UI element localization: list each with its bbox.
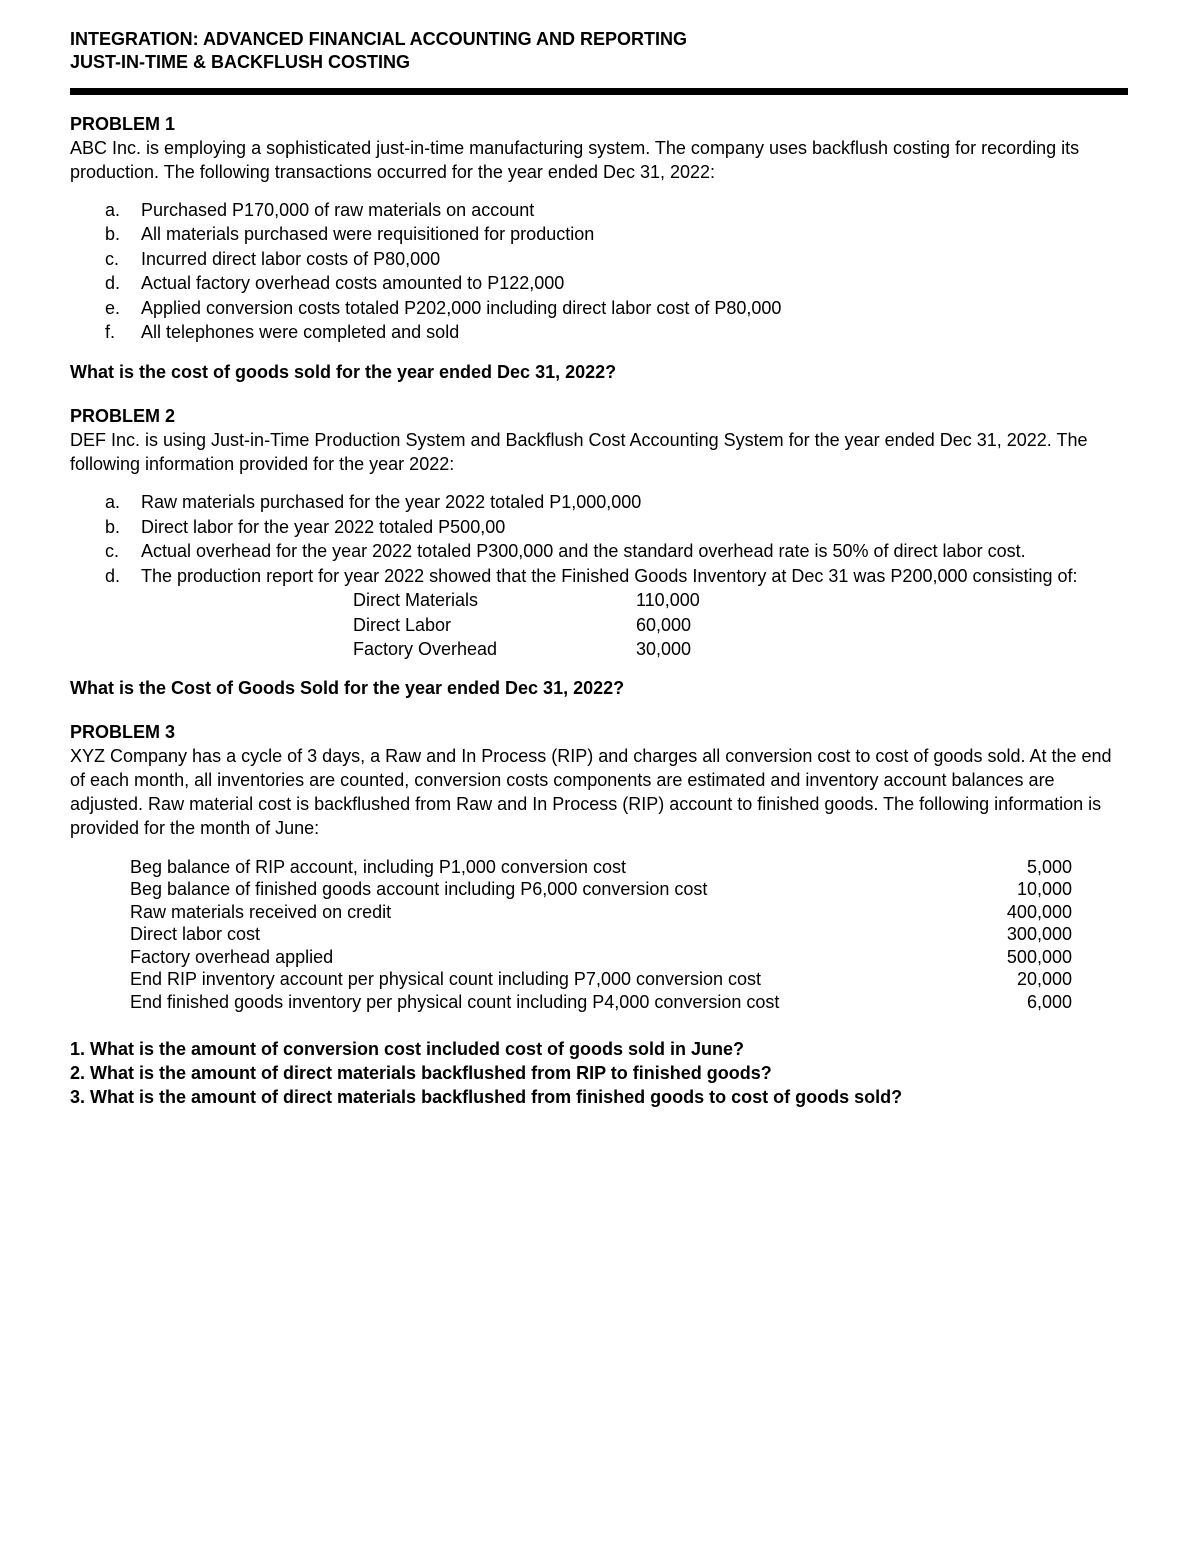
- table-row: Direct labor cost 300,000: [130, 924, 1072, 945]
- table-row: End RIP inventory account per physical count including P7,000 conversion cost 20,000: [130, 969, 1072, 990]
- problem-3-questions: [70, 1037, 1128, 1109]
- problem-1-question: What is the cost of goods sold for the year ended Dec 31, 2022?: [70, 362, 617, 383]
- header-divider: [70, 88, 1128, 95]
- list-item: e. Applied conversion costs totaled P202,000 including direct labor cost of P80,000: [105, 297, 782, 318]
- problem-2-question: What is the Cost of Goods Sold for the year ended Dec 31, 2022?: [70, 677, 625, 698]
- table-row: Direct Labor 60,000: [353, 614, 692, 635]
- list-item: c. Incurred direct labor costs of P80,000: [105, 248, 441, 269]
- question-1: 1. What is the amount of conversion cost included cost of goods sold in June?: [70, 1039, 745, 1060]
- list-item: a. Raw materials purchased for the year 2022 totaled P1,000,000: [105, 492, 642, 513]
- list-item: b. All materials purchased were requisitioned for production: [105, 224, 595, 245]
- table-row: Beg balance of finished goods account including P6,000 conversion cost 10,000: [130, 879, 1072, 900]
- list-item: c. Actual overhead for the year 2022 totaled P300,000 and the standard overhead rate is 50% of direct labor cost.: [105, 541, 1026, 562]
- list-item: d. Actual factory overhead costs amounted to P122,000: [105, 273, 565, 294]
- header-course: INTEGRATION: ADVANCED FINANCIAL ACCOUNTING AND REPORTING: [70, 29, 687, 49]
- problem-3-table: [130, 856, 1072, 1014]
- problem-2-title: PROBLEM 2: [70, 406, 176, 427]
- document-header: [70, 28, 1128, 74]
- list-item: a. Purchased P170,000 of raw materials on account: [105, 200, 535, 220]
- table-row: Direct Materials 110,000: [353, 590, 700, 611]
- list-item: f. All telephones were completed and sold: [105, 322, 460, 343]
- finished-goods-breakdown: [353, 588, 1128, 662]
- table-row: Beg balance of RIP account, including P1,000 conversion cost 5,000: [130, 856, 1072, 877]
- question-3: 3. What is the amount of direct materials backflushed from finished goods to cost of goods sold?: [70, 1087, 903, 1108]
- problem-1-list: [70, 198, 1128, 344]
- problem-2-intro: DEF Inc. is using Just-in-Time Production System and Backflush Cost Accounting System for the year ended Dec 31, 2022. The following information provided for the year 2022:: [70, 430, 1088, 475]
- table-row: Factory Overhead 30,000: [353, 639, 692, 660]
- problem-1-title: PROBLEM 1: [70, 114, 176, 134]
- problem-2-list: [70, 490, 1128, 588]
- table-row: Raw materials received on credit 400,000: [130, 901, 1072, 922]
- table-row: Factory overhead applied 500,000: [130, 946, 1072, 967]
- header-topic: JUST-IN-TIME & BACKFLUSH COSTING: [70, 52, 410, 72]
- list-item: d. The production report for year 2022 showed that the Finished Goods Inventory at Dec 31 was P200,000 consisting of:: [105, 565, 1078, 586]
- document-page: [70, 28, 1128, 1109]
- problem-1-intro: ABC Inc. is employing a sophisticated just-in-time manufacturing system. The company uses backflush costing for recording its production. The following transactions occurred for the year ended Dec 31, 2022:: [70, 138, 1080, 182]
- problem-3-title: PROBLEM 3: [70, 721, 176, 742]
- table-row: End finished goods inventory per physical count including P4,000 conversion cost 6,000: [130, 991, 1072, 1012]
- question-2: 2. What is the amount of direct materials backflushed from RIP to finished goods?: [70, 1063, 772, 1084]
- problem-3-intro: XYZ Company has a cycle of 3 days, a Raw and In Process (RIP) and charges all conversion cost to cost of goods sold. At the end of each month, all inventories are counted, conversion costs components are estimated and inventory account balances are adjusted. Raw material cost is backflushed from Raw and In Process (RIP) account to finished goods. The following information is provided for the month of June:: [70, 745, 1112, 838]
- list-item: b. Direct labor for the year 2022 totaled P500,00: [105, 516, 506, 537]
